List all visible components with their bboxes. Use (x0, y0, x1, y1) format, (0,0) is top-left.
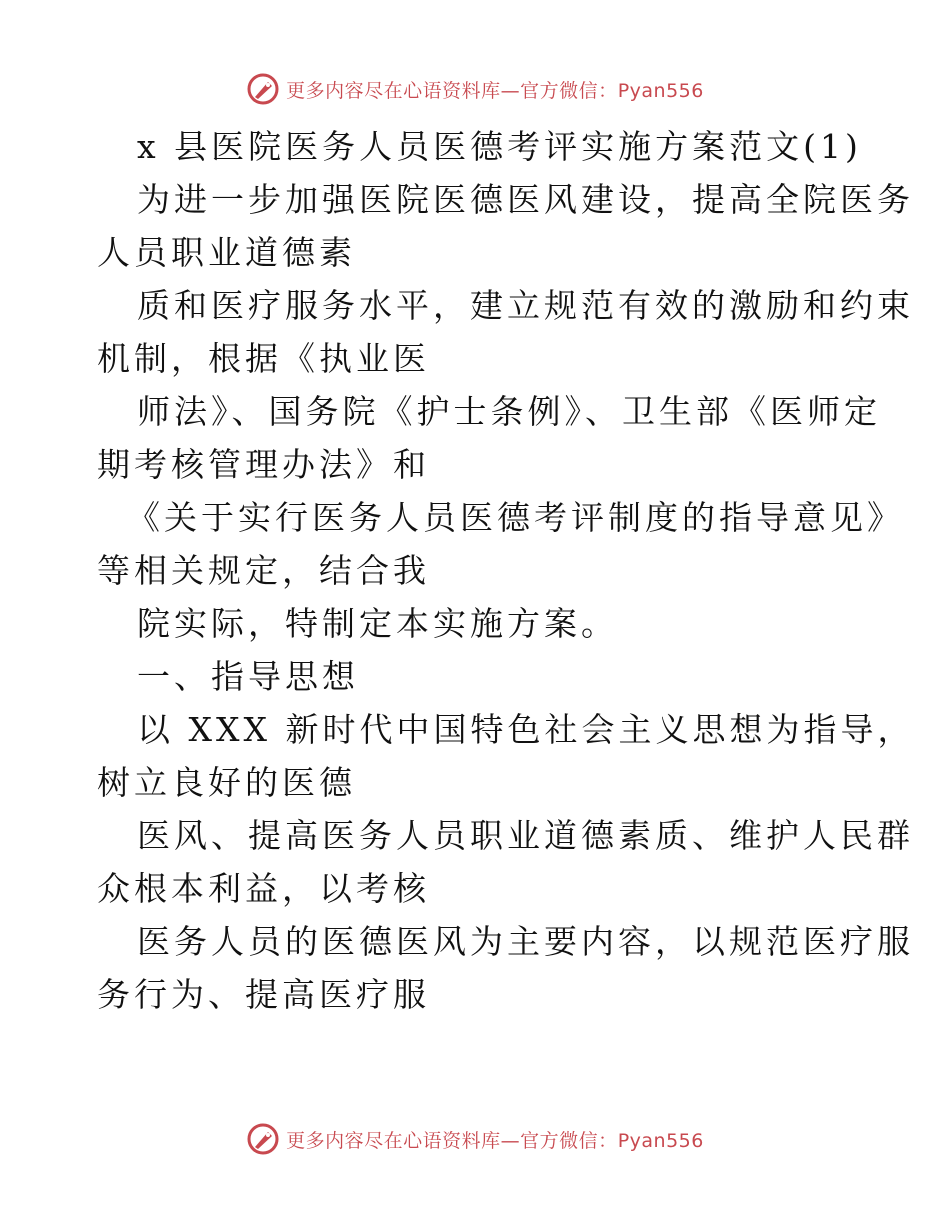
footer-banner (0, 1122, 950, 1156)
banner-text: 更多内容尽在心语资料库—官方微信：Pyan556 (286, 79, 704, 102)
paragraph-line: 为进一步加强医院医德医风建设，提高全院医务 (137, 180, 914, 219)
paragraph-line: 树立良好的医德 (97, 763, 356, 802)
paragraph-line: 期考核管理办法》和 (97, 445, 430, 484)
paragraph-line: 医风、提高医务人员职业道德素质、维护人民群 (137, 816, 914, 855)
document-body (97, 120, 915, 1021)
paragraph-line: 质和医疗服务水平，建立规范有效的激励和约束 (137, 286, 914, 325)
paragraph-line: 众根本利益，以考核 (97, 869, 430, 908)
paragraph-line: 人员职业道德素 (97, 233, 356, 272)
paragraph-line: 师法》、国务院《护士条例》、卫生部《医师定 (137, 392, 881, 431)
paragraph-line: 院实际，特制定本实施方案。 (137, 604, 618, 643)
paragraph-line: 机制，根据《执业医 (97, 339, 430, 378)
document-title: x 县医院医务人员医德考评实施方案范文(1) (137, 127, 862, 166)
paragraph-line: 务行为、提高医疗服 (97, 975, 430, 1014)
paragraph-line: 以 XXX 新时代中国特色社会主义思想为指导， (137, 710, 915, 749)
section-heading: 一、指导思想 (137, 657, 359, 696)
paragraph-line: 等相关规定，结合我 (97, 551, 430, 590)
header-banner (0, 72, 950, 106)
paragraph-line: 《关于实行医务人员医德考评制度的指导意见》 (127, 498, 904, 537)
pen-nib-logo-icon (246, 1122, 280, 1156)
pen-nib-logo-icon (246, 72, 280, 106)
banner-text: 更多内容尽在心语资料库—官方微信：Pyan556 (286, 1129, 704, 1152)
paragraph-line: 医务人员的医德医风为主要内容，以规范医疗服 (137, 922, 914, 961)
